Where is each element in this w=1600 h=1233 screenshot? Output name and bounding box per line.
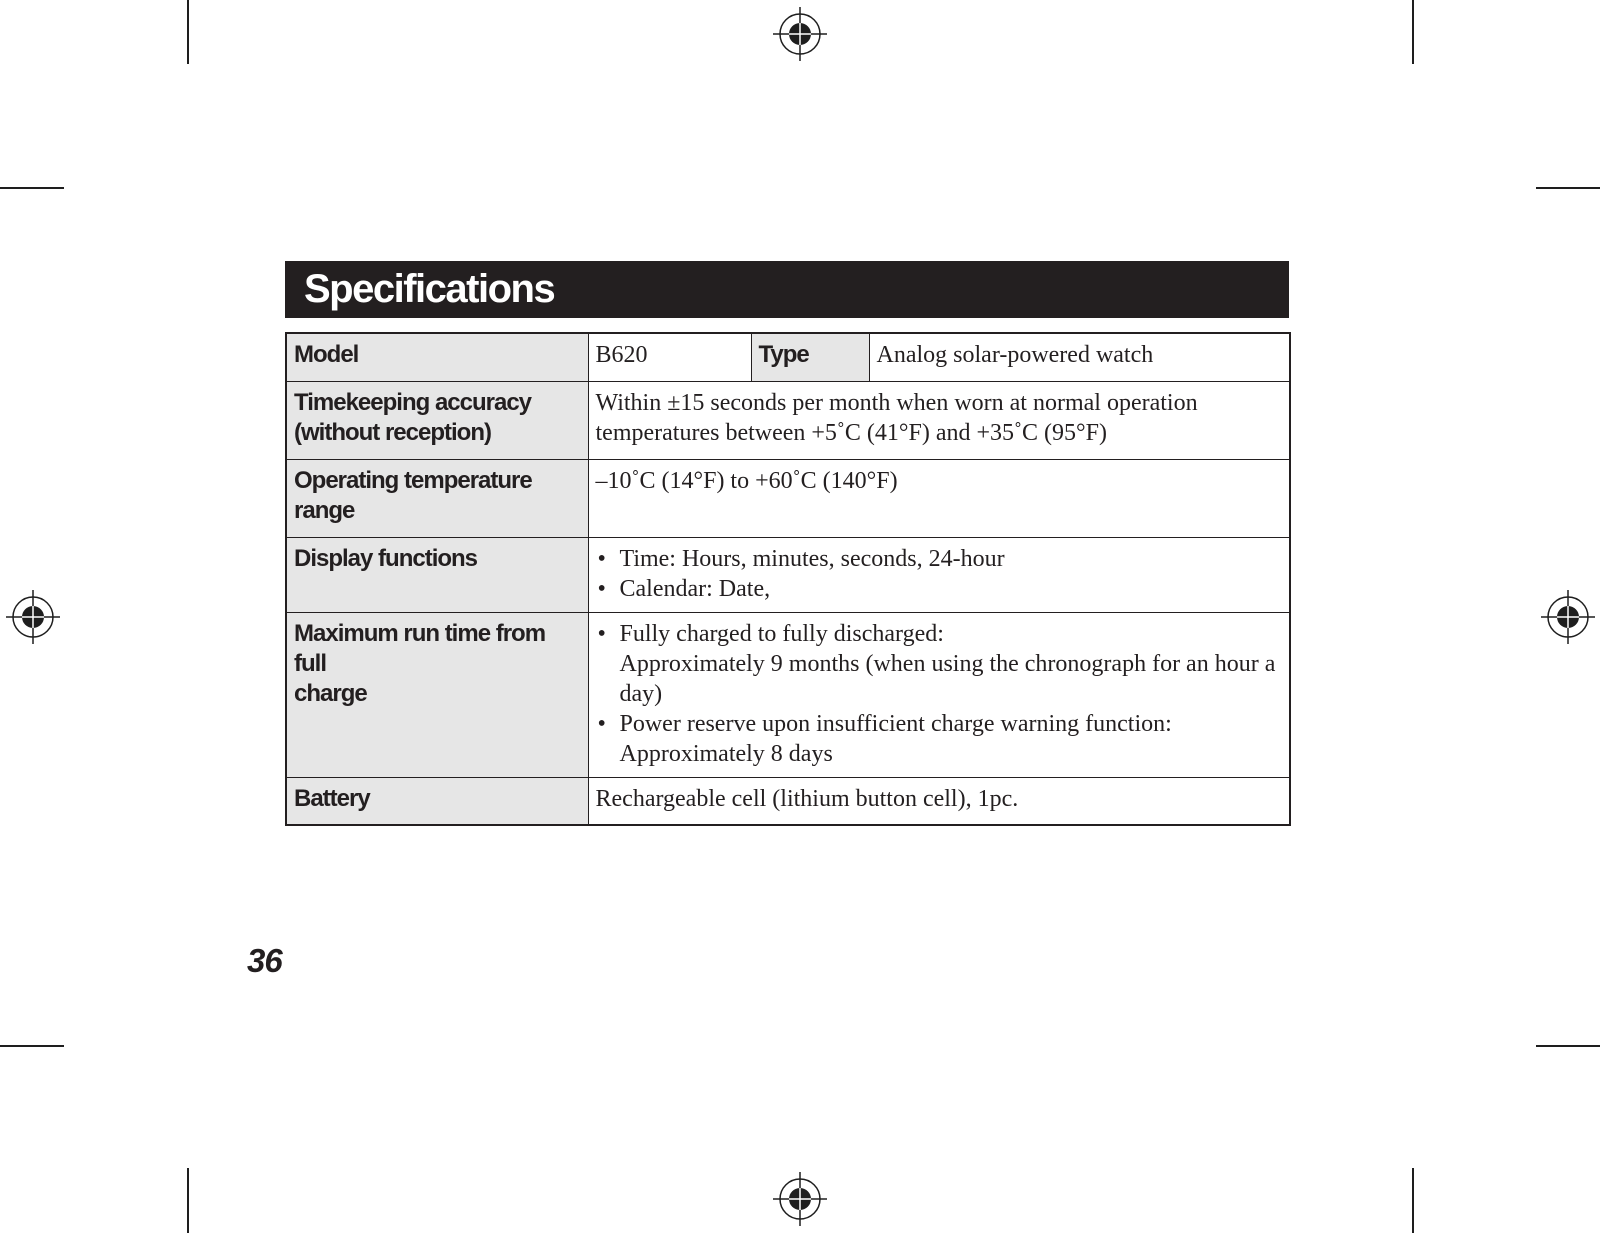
page-number: 36 [247, 942, 282, 979]
model-value: B620 [588, 333, 751, 381]
table-row [286, 381, 1290, 459]
label-line: range [294, 496, 355, 524]
battery-value: Rechargeable cell (lithium button cell), 1pc. [588, 777, 1290, 825]
table-row [286, 612, 1290, 777]
crop-mark-icon [0, 187, 64, 189]
timekeeping-label [286, 381, 588, 459]
display-functions-label: Display functions [286, 537, 588, 612]
bullet-head: • Fully charged to fully discharged: [619, 620, 944, 647]
section-header [285, 261, 1289, 318]
crop-mark-icon [1412, 1168, 1414, 1233]
type-value: Analog solar-powered watch [869, 333, 1290, 381]
label-line: (without reception) [294, 418, 491, 446]
list-item [620, 619, 1284, 709]
table-row [286, 537, 1290, 612]
crop-mark-icon [1412, 0, 1414, 64]
registration-mark-icon [1541, 590, 1595, 644]
section-title: Specifications [304, 267, 555, 311]
display-functions-value [588, 537, 1290, 612]
registration-mark-icon [773, 1172, 827, 1226]
crop-mark-icon [1536, 187, 1600, 189]
max-run-time-label [286, 612, 588, 777]
operating-temperature-label [286, 459, 588, 537]
max-run-time-value [588, 612, 1290, 777]
model-label: Model [286, 333, 588, 381]
label-line: charge [294, 679, 367, 707]
bullet-detail: Approximately 9 months (when using the chronograph for an hour a day) [619, 650, 1276, 707]
timekeeping-value: Within ±15 seconds per month when worn at normal operation temperatures between +5˚C (41°F) and +35˚C (95°F) [588, 381, 1290, 459]
table-row [286, 459, 1290, 537]
registration-mark-icon [6, 590, 60, 644]
operating-temperature-value: –10˚C (14°F) to +60˚C (140°F) [588, 459, 1290, 537]
battery-label: Battery [286, 777, 588, 825]
crop-mark-icon [0, 1045, 64, 1047]
label-line: Operating temperature [294, 466, 532, 494]
list-item: • Calendar: Date, [620, 574, 1284, 604]
list-item [620, 709, 1284, 769]
specifications-table [285, 332, 1291, 826]
label-line: Maximum run time from full [294, 619, 546, 677]
registration-mark-icon [773, 7, 827, 61]
crop-mark-icon [187, 1168, 189, 1233]
crop-mark-icon [1536, 1045, 1600, 1047]
crop-mark-icon [187, 0, 189, 64]
bullet-detail: Approximately 8 days [619, 740, 833, 767]
list-item: • Time: Hours, minutes, seconds, 24-hour [620, 544, 1284, 574]
table-row [286, 333, 1290, 381]
label-line: Timekeeping accuracy [294, 388, 532, 416]
table-row [286, 777, 1290, 825]
type-label: Type [751, 333, 869, 381]
bullet-head: • Power reserve upon insufficient charge warning function: [619, 710, 1172, 737]
